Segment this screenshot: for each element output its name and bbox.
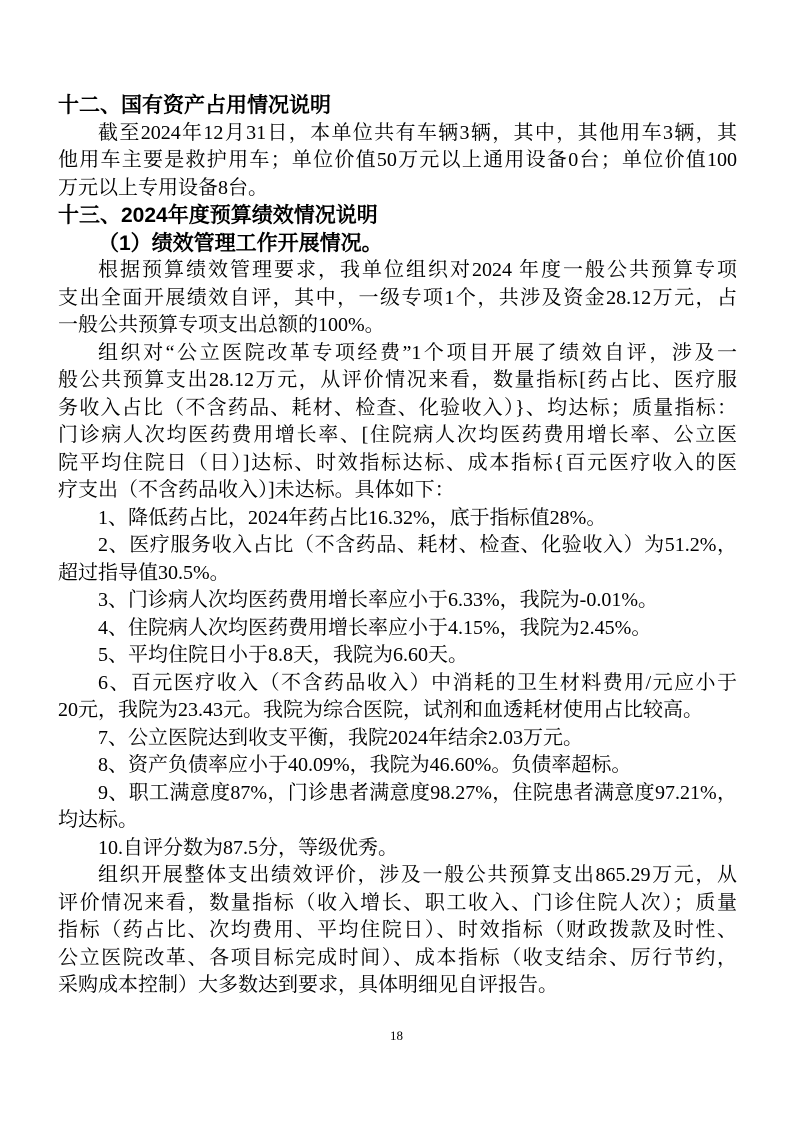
paragraph-line: 疗支出（不含药品收入）]未达标。具体如下： [58,479,455,501]
paragraph-line: 院平均住院日（日）]达标、时效指标达标、成本指标{百元医疗收入的医 [58,451,737,474]
paragraph-line: 评价情况来看，数量指标（收入增长、职工收入、门诊住院人次）；质量 [58,891,737,914]
paragraph-line: 根据预算绩效管理要求，我单位组织对2024 年度一般公共预算专项 [98,259,737,281]
list-item-line: 2、医疗服务收入占比（不含药品、耗材、检查、化验收入）为51.2%， [98,534,737,556]
section-subheading: （1）绩效管理工作开展情况。 [98,231,383,255]
list-item-line: 9、职工满意度87%，门诊患者满意度98.27%，住院患者满意度97.21%， [98,781,737,804]
list-item-line: 6、百元医疗收入（不含药品收入）中消耗的卫生材料费用/元应小于 [98,671,737,694]
paragraph-line: 截至2024年12月31日，本单位共有车辆3辆，其中，其他用车3辆，其 [98,121,737,144]
paragraph-line: 务收入占比（不含药品、耗材、检查、化验收入）}、均达标；质量指标： [58,396,737,419]
paragraph-line: 一般公共预算专项支出总额的100%。 [58,314,385,336]
list-item-line: 10.自评分数为87.5分，等级优秀。 [98,836,398,859]
paragraph-line: 门诊病人次均医药费用增长率、[住院病人次均医药费用增长率、公立医 [58,424,737,446]
list-item-line: 均达标。 [58,809,138,831]
paragraph-line: 指标（药占比、次均费用、平均住院日）、时效指标（财政拨款及时性、 [58,919,737,941]
paragraph-line: 支出全面开展绩效自评，其中，一级专项1个，共涉及资金28.12万元，占 [58,286,737,309]
paragraph-line: 采购成本控制）大多数达到要求，具体明细见自评报告。 [58,974,558,996]
list-item-line: 3、门诊病人次均医药费用增长率应小于6.33%，我院为-0.01%。 [98,589,658,611]
list-item-line: 5、平均住院日小于8.8天，我院为6.60天。 [98,644,468,666]
paragraph-line: 他用车主要是救护用车；单位价值50万元以上通用设备0台；单位价值100 [58,149,737,171]
list-item-line: 4、住院病人次均医药费用增长率应小于4.15%，我院为2.45%。 [98,616,652,639]
paragraph-line: 般公共预算支出28.12万元，从评价情况来看，数量指标[药占比、医疗服 [58,369,737,391]
page-number: 18 [390,1028,403,1043]
list-item-line: 7、公立医院达到收支平衡，我院2024年结余2.03万元。 [98,726,583,749]
paragraph-line: 万元以上专用设备8台。 [58,176,268,199]
list-item-line: 20元，我院为23.43元。我院为综合医院，试剂和血透耗材使用占比较高。 [58,699,703,721]
section-heading-13: 十三、2024年度预算绩效情况说明 [58,204,378,227]
document-content [58,92,737,1000]
paragraph-line: 组织开展整体支出绩效评价，涉及一般公共预算支出865.29万元，从 [98,864,737,886]
list-item-line: 1、降低药占比，2024年药占比16.32%，底于指标值28%。 [98,506,607,529]
list-item-line: 超过指导值30.5%。 [58,561,230,584]
paragraph-line: 公立医院改革、各项目标完成时间）、成本指标（收支结余、厉行节约， [58,946,737,969]
paragraph-line: 组织对“公立医院改革专项经费”1个项目开展了绩效自评，涉及一 [98,341,737,364]
section-heading-12: 十二、国有资产占用情况说明 [58,94,331,117]
list-item-line: 8、资产负债率应小于40.09%，我院为46.60%。负债率超标。 [98,754,632,776]
